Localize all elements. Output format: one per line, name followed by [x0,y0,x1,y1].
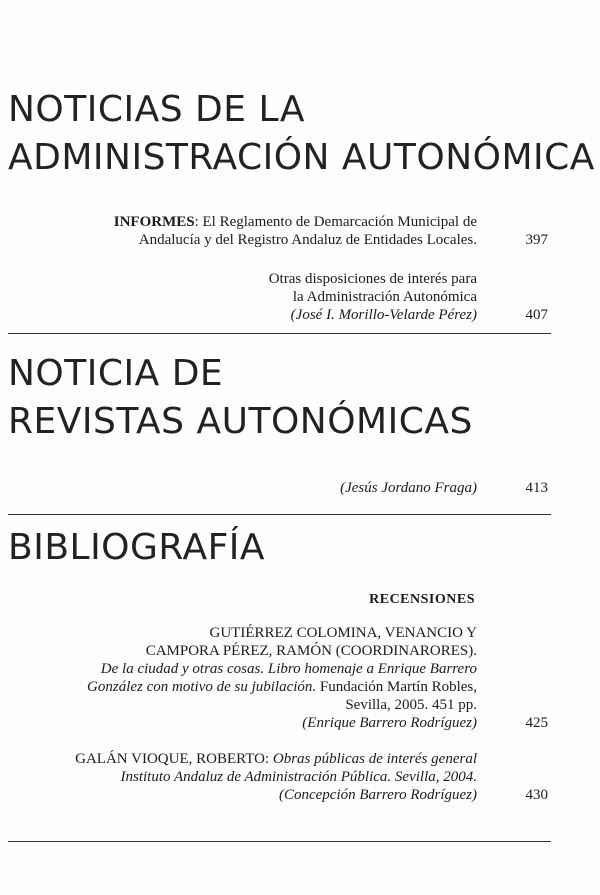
section-title-bibliografia [8,527,266,568]
entry-line: Andalucía y del Registro Andaluz de Entidades Locales. [138,232,477,248]
entry-line: GUTIÉRREZ COLOMINA, VENANCIO Y [209,625,477,641]
informes-label: INFORMES [113,214,195,230]
page-number: 425 [525,715,548,731]
entry-author: (Enrique Barrero Rodríguez) [302,715,477,731]
title-line: ADMINISTRACIÓN AUTONÓMICA [8,137,595,178]
entry-line [114,213,477,231]
entry-title-part: Obras públicas de interés general [272,751,477,767]
entry-recension-2 [75,750,477,804]
page-number: 413 [525,480,548,496]
section-divider [8,514,551,515]
entry-publisher: Fundación Martín Robles, [316,679,477,695]
title-line: NOTICIA DE [8,353,224,394]
entry-line: CAMPORA PÉREZ, RAMÓN (COORDINARORES). [145,643,477,659]
section-title-noticias-administracion [8,89,595,178]
entry-otras-disposiciones [269,270,477,324]
entry-author: (Concepción Barrero Rodríguez) [278,787,477,803]
entry-line: Otras disposiciones de interés para [268,271,477,287]
entry-recension-1 [87,624,477,732]
informes-text: : El Reglamento de Demarcación Municipal de [194,214,477,230]
page-number: 407 [525,307,548,323]
entry-line [87,678,477,696]
page-number: 430 [525,787,548,803]
entry-title-part: González con motivo de su jubilación. [87,679,317,695]
page-number: 397 [525,232,548,248]
title-line: BIBLIOGRAFÍA [8,527,266,568]
entry-line [75,750,477,768]
section-title-noticia-revistas [8,353,473,442]
entry-revistas-author [340,479,477,497]
entry-author: (José I. Morillo-Velarde Pérez) [290,307,477,323]
entry-line: Sevilla, 2005. 451 pp. [345,697,477,713]
section-divider [8,841,551,842]
title-line: NOTICIAS DE LA [8,89,305,130]
title-line: REVISTAS AUTONÓMICAS [8,401,473,442]
section-divider [8,333,551,334]
entry-informes [114,213,477,249]
entry-author: (Jesús Jordano Fraga) [340,480,477,496]
subheading-recensiones: RECENSIONES [369,592,475,607]
entry-line: De la ciudad y otras cosas. Libro homenaje a Enrique Barrero [100,661,477,677]
entry-author-name: GALÁN VIOQUE, ROBERTO: [75,751,273,767]
entry-line: Instituto Andaluz de Administración Pública. Sevilla, 2004. [120,769,477,785]
entry-line: la Administración Autonómica [292,289,477,305]
